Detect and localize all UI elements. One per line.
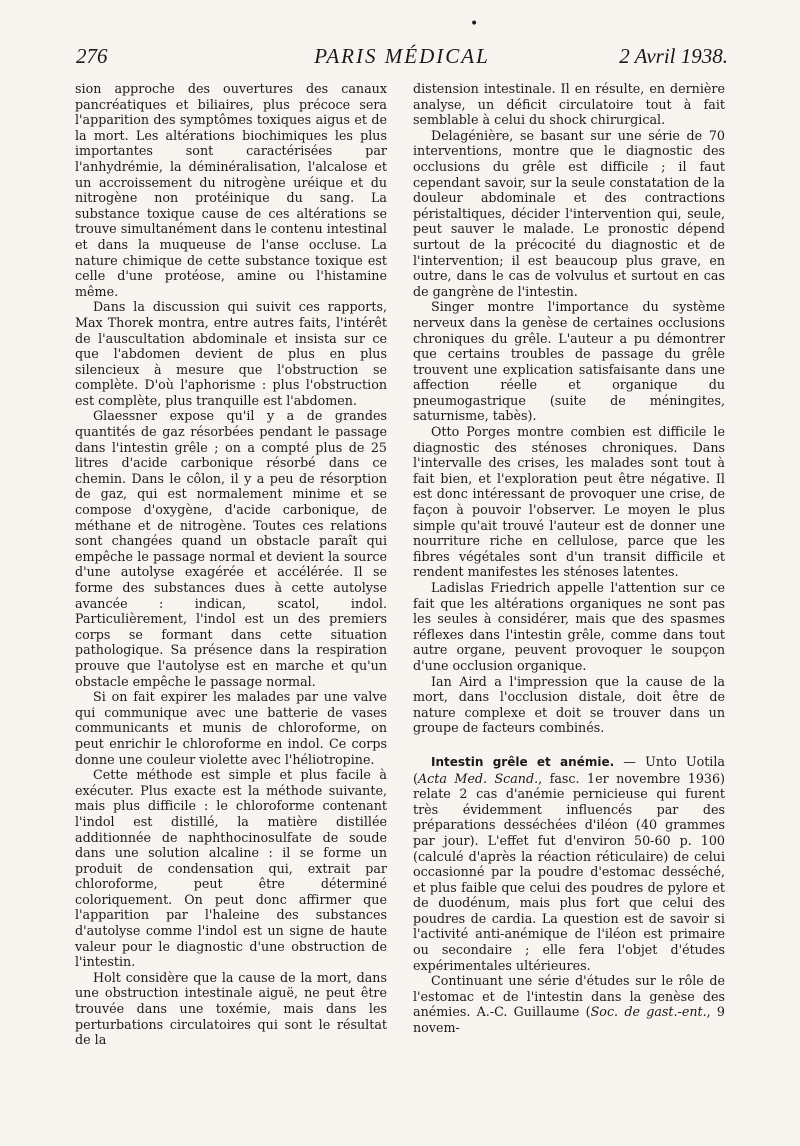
paragraph: Glaessner expose qu'il y a de grandes quantités de gaz résorbées pendant le passage dans l'intestin grêle ; on a compté plus de 25 litres d'acide carbonique résorbé dans ce chemin. Dans le côlon, il y a peu de résorption de gaz, qui est normalement minime et se compose d'oxygène, d'acide carbonique, de méthane et de nitrogène. Toutes ces relations sont changées quand un obstacle paraît qui empêche le passage normal et devient la source d'une autolyse exagérée et accélérée. Il se forme des substances dues à cette autolyse avancée : indican, scatol, indol. Particulièrement, l'indol est un des premiers corps se formant dans cette situation pathologique. Sa présence dans la respiration prouve que l'autolyse est en marche et qu'un obstacle empêche le passage normal. xyxy=(75,408,387,689)
page-number: 276 xyxy=(76,44,108,68)
paragraph xyxy=(413,973,725,1035)
top-dot-mark: • xyxy=(470,16,479,32)
paragraph: Holt considère que la cause de la mort, dans une obstruction intestinale aiguë, ne peut être trouvée dans une toxémie, mais dans les perturbations circulatoires qui sont le résultat de la xyxy=(75,969,387,1048)
paragraph: Ladislas Friedrich appelle l'attention sur ce fait que les altérations organiques ne sont pas les seules à considérer, mais que des spasmes réflexes dans l'intestin grêle, comme dans tout autre organe, peuvent provoquer le soupçon d'une occlusion organique. xyxy=(413,580,725,673)
right-column xyxy=(413,81,725,1036)
paragraph: Dans la discussion qui suivit ces rapports, Max Thorek montra, entre autres faits, l'intérêt de l'auscultation abdominale et insista sur ce que l'abdomen devient de plus en plus silencieux à mesure que l'obstruction se complète. D'où l'aphorisme : plus l'obstruction est complète, plus tranquille est l'abdomen. xyxy=(75,299,387,408)
left-column xyxy=(75,81,387,1048)
paragraph: Delagénière, se basant sur une série de 70 interventions, montre que le diagnostic des occlusions du grêle est difficile ; il faut cependant savoir, sur la seule constatation de la douleur abdominale et des contractions péristaltiques, décider l'intervention qui, seule, peut sauver le malade. Le pronostic dépend surtout de la précocité du diagnostic et de l'intervention; il est beaucoup plus grave, en outre, dans le cas de volvulus et surtout en cas de gangrène de l'intestin. xyxy=(413,127,725,299)
paragraph: sion approche des ouvertures des canaux pancréatiques et biliaires, plus précoce sera l'apparition des symptômes toxiques aigus et de la mort. Les altérations biochimiques les plus importantes sont caractérisées par l'anhydrémie, la déminéralisation, l'alcalose et un accroissement du nitrogène uréique et du nitrogène non protéinique du sang. La substance toxique cause de ces altérations se trouve simultanément dans le contenu intestinal et dans la muqueuse de l'anse occluse. La nature chimique de cette substance toxique est celle d'une protéose, amine ou l'histamine même. xyxy=(75,81,387,299)
paragraph: Si on fait expirer les malades par une valve qui communique avec une batterie de vases communicants et munis de chloroforme, on peut enrichir le chloroforme en indol. Ce corps donne une couleur violette avec l'héliotropine. xyxy=(75,689,387,767)
last-para-start: Continuant une série d'études sur le rôle de l'estomac et de l'intestin dans la genèse des anémies. A.-C. Guillaume ( xyxy=(413,973,725,1020)
section-paragraph xyxy=(413,754,725,973)
section-heading: Intestin grêle et anémie. xyxy=(431,754,615,769)
section-intro-text: , fasc. 1er novembre 1936) relate 2 cas d'anémie pernicieuse qui furent très évidemment influencés par des préparations desséchées d'iléon (40 grammes par jour). L'effet fut d'environ 50-60 p. 100 (calculé d'après la réaction réticulaire) de celui occasionné par la poudre d'estomac desséché, et plus faible que celui des poudres de pylore et de duodénum, mais plus fort que celui des poudres de cardia. La question est de savoir si l'activité anti-anémique de l'iléon est primaire ou secondaire ; elle fera l'objet d'études expérimentales ultérieures. xyxy=(413,770,725,973)
paragraph: distension intestinale. Il en résulte, en dernière analyse, un déficit circulatoire tout à fait semblable à celui du shock chirurgical. xyxy=(413,81,725,128)
paragraph: Otto Porges montre combien est difficile le diagnostic des sténoses chroniques. Dans l'intervalle des crises, les malades sont tout à fait bien, et l'exploration peut être négative. Il est donc intéressant de provoquer une crise, de façon à pouvoir l'observer. Le moyen le plus simple qu'ait trouvé l'auteur est de donner une nourriture riche en cellulose, parce que les fibres végétales sont d'un transit difficile et rendent manifestes les sténoses latentes. xyxy=(413,424,725,580)
last-para-end: , 9 novem- xyxy=(413,1004,725,1036)
citation-society: Soc. de gast.-ent. xyxy=(590,1004,707,1020)
journal-title: PARIS MÉDICAL xyxy=(314,44,490,68)
issue-date: 2 Avril 1938. xyxy=(619,44,728,68)
page-header xyxy=(76,44,728,78)
paragraph: Cette méthode est simple et plus facile à exécuter. Plus exacte est la méthode suivante, mais plus difficile : le chloroforme contenant l'indol est distillé, la matière distillée additionnée de naphthocinosulfate de soude dans une solution alcaline : il se forme un produit de condensation qui, extrait par chloroforme, peut être déterminé coloriquement. On peut donc affirmer que l'apparition par l'haleine des substances d'autolyse comme l'indol est un signe de haute valeur pour le diagnostic d'une obstruction de l'intestin. xyxy=(75,767,387,970)
section-intro-sep: — Unto Uotila ( xyxy=(413,753,725,786)
citation-journal: Acta Med. Scand. xyxy=(417,770,539,786)
paragraph: Singer montre l'importance du système nerveux dans la genèse de certaines occlusions chroniques du grêle. L'auteur a pu démontrer que certains troubles de passage du grêle trouvent une explication satisfaisante dans une affection réelle et organique du pneumogastrique (suite de méningites, saturnisme, tabès). xyxy=(413,299,725,424)
paragraph: Ian Aird a l'impression que la cause de la mort, dans l'occlusion distale, doit être de nature complexe et doit se trouver dans un groupe de facteurs combinés. xyxy=(413,673,725,736)
